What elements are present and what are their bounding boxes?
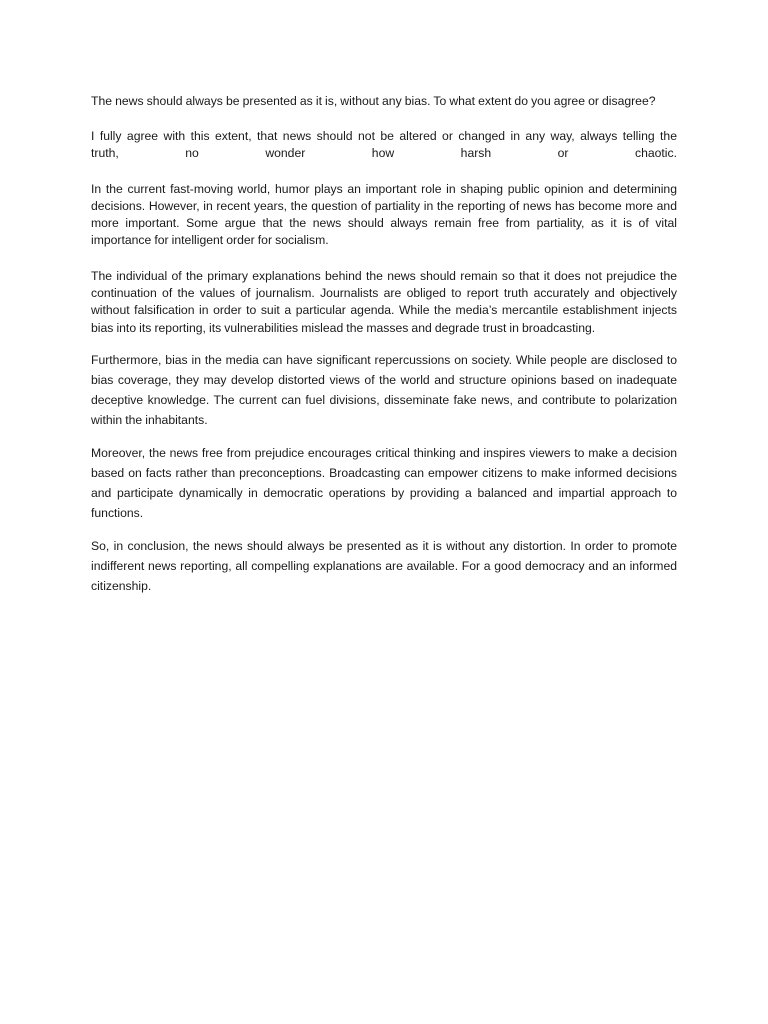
body-paragraph-1: In the current fast-moving world, humor plays an important role in shaping public opinion and determining decisions. However, in recent years, the question of partiality in the reporting of news has become more and more important. Some argue that the news should always remain free from partiality, as it is of vital importance for intelligent order for socialism.	[91, 181, 677, 248]
body-paragraph-2: The individual of the primary explanations behind the news should remain so that it does not prejudice the continuation of the values of journalism. Journalists are obliged to report truth accurately and objectively without falsification in order to suit a particular agenda. While the media’s mercantile establishment injects bias into its reporting, its vulnerabilities mislead the masses and degrade trust in broadcasting.	[91, 268, 677, 335]
document-page	[91, 93, 677, 596]
conclusion-paragraph: So, in conclusion, the news should always be presented as it is without any distortion. In order to promote indifferent news reporting, all compelling explanations are available. For a good democracy and an informed citizenship.	[91, 538, 677, 593]
intro-line-1: I fully agree with this extent, that news should not be altered or changed in any way, always telling the	[91, 129, 677, 143]
intro-line-2: truth, no wonder how harsh or chaotic.	[91, 146, 677, 161]
intro-paragraph	[91, 128, 677, 163]
body-paragraph-4: Moreover, the news free from prejudice encourages critical thinking and inspires viewers to make a decision based on facts rather than preconceptions. Broadcasting can empower citizens to make informed decisions and participate dynamically in democratic operations by providing a balanced and impartial approach to functions.	[91, 445, 677, 520]
essay-question: The news should always be presented as it is, without any bias. To what extent do you agree or disagree?	[91, 94, 656, 108]
body-paragraph-3: Furthermore, bias in the media can have significant repercussions on society. While people are disclosed to bias coverage, they may develop distorted views of the world and structure opinions based on inadequate deceptive knowledge. The current can fuel divisions, disseminate fake news, and contribute to polarization within the inhabitants.	[91, 352, 677, 427]
